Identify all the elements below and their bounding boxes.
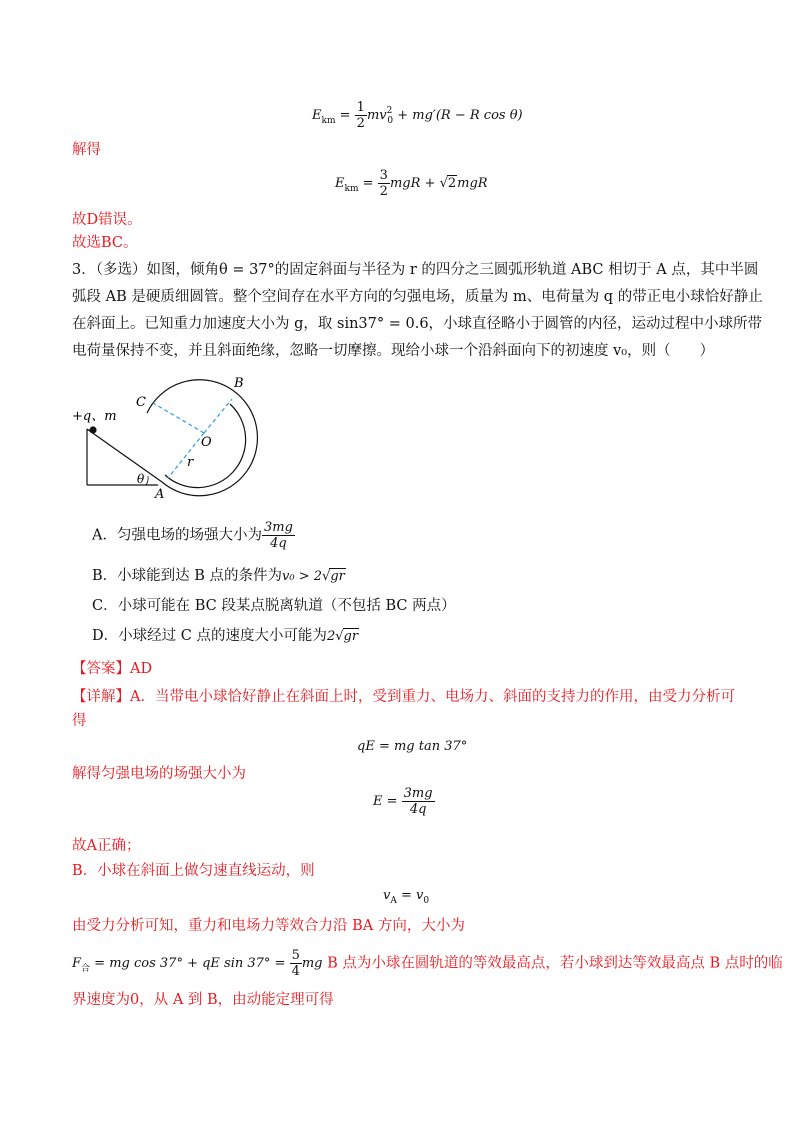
frac-den: 2 [379, 184, 388, 199]
frac-num: 3 [379, 168, 388, 183]
sqrt-content: gr [330, 569, 345, 584]
label-charge: +q、m [72, 409, 117, 424]
sqrt-sign: √ [335, 629, 344, 644]
sqrt-content: gr [343, 629, 359, 644]
eq-lhs: E [312, 108, 322, 123]
radius-oa [168, 433, 204, 478]
eq-lhs: F [72, 956, 82, 971]
eq-lhs: v [383, 888, 391, 903]
option-a [92, 520, 295, 551]
option-d [92, 626, 359, 647]
answer-value: AD [130, 661, 153, 677]
equation-ekm-2 [335, 168, 488, 199]
eq-lhs: E = [373, 794, 402, 809]
label-o: O [201, 435, 212, 450]
eq-term: mv [366, 108, 387, 123]
eq-fraction [290, 948, 302, 979]
sqrt-sign: √ [322, 569, 331, 584]
answer-label: 【答案】 [72, 661, 130, 677]
frac-den: 2 [356, 116, 365, 131]
question-line-1: 3．（多选）如图，倾角θ = 37°的固定斜面与半径为 r 的四分之三圆弧形轨道 ABC 相切于 A 点，其中半圆 [72, 262, 759, 278]
final-choice: 故选BC。 [72, 235, 138, 251]
eq-sign: = [358, 176, 378, 191]
radius-oc [153, 403, 204, 433]
label-a: A [155, 487, 165, 502]
conclusion-d: 故D错误。 [72, 212, 142, 228]
eq-lhs-sub: km [344, 184, 359, 194]
equation-f [72, 956, 290, 974]
equation-ekm-1 [312, 100, 523, 131]
explanation-a-correct: 故A正确； [72, 838, 141, 854]
explanation-b-line-3-text: B 点为小球在圆轨道的等效最高点，若小球到达等效最高点 B 点时的临 [322, 955, 783, 972]
eq-rest-sub: 0 [423, 896, 430, 906]
option-b-text: B．小球能到达 B 点的条件为 [92, 568, 283, 584]
question-line-2: 弧段 AB 是硬质细圆管。整个空间存在水平方向的匀强电场，质量为 m、电荷量为 q 的带正电小球恰好静止 [72, 289, 763, 305]
explanation-label: 【详解】 [72, 689, 130, 705]
option-b-math: v₀ > 2 [282, 569, 323, 584]
eq-term-sup: 2 [386, 106, 393, 116]
explanation-a-line-1 [72, 687, 735, 707]
frac-den: 4q [409, 802, 427, 817]
eq-tail: mg [301, 956, 323, 971]
label-b: B [234, 376, 244, 391]
frac-num: 3mg [403, 786, 433, 801]
eq-lhs-sub: km [321, 116, 336, 126]
explanation-a-line-1-text: A．当带电小球恰好静止在斜面上时，受到重力、电场力、斜面的支持力的作用，由受力分析可 [130, 689, 735, 705]
eq-fraction [402, 786, 435, 817]
eq-lhs-sub: A [390, 896, 397, 906]
eq-lhs: E [335, 176, 345, 191]
eq-fraction [355, 100, 367, 131]
label-r: r [187, 455, 194, 470]
theta-arc [146, 476, 148, 485]
frac-num: 3mg [263, 520, 293, 535]
sqrt-content: 2 [447, 176, 457, 191]
explanation-a-line-2: 得 [72, 713, 87, 729]
option-c: C．小球可能在 BC 段某点脱离轨道（不包括 BC 两点） [92, 598, 456, 614]
eq-term: mgR + [389, 176, 440, 191]
option-a-fraction [262, 520, 295, 551]
physics-figure [70, 370, 270, 510]
eq-fraction [378, 168, 390, 199]
option-b [92, 566, 346, 587]
equation-qe: qE = mg tan 37° [357, 739, 468, 754]
option-d-math: 2 [326, 629, 336, 644]
label-theta: θ [137, 472, 145, 486]
sqrt-sign: √ [439, 176, 448, 191]
label-c: C [136, 395, 146, 410]
explanation-b-line-2: 由受力分析可知，重力和电场力等效合力沿 BA 方向，大小为 [72, 918, 465, 934]
incline-slope [87, 429, 162, 482]
explanation-b-line-4: 界速度为0，从 A 到 B，由动能定理可得 [72, 992, 334, 1008]
explanation-b-line-1: B．小球在斜面上做匀速直线运动，则 [72, 863, 315, 879]
question-line-4: 电荷量保持不变，并且斜面绝缘，忽略一切摩擦。现给小球一个沿斜面向下的初速度 v₀，则（ ） [72, 343, 715, 359]
equation-va [383, 888, 430, 906]
equation-e [373, 786, 435, 817]
explanation-solve-line: 解得匀强电场的场强大小为 [72, 766, 246, 782]
frac-num: 5 [291, 948, 300, 963]
frac-num: 1 [356, 100, 365, 115]
eq-term-sub: 0 [387, 116, 394, 126]
eq-rest: = v [396, 888, 424, 903]
eq-rest: mgR [457, 176, 488, 191]
frac-den: 4 [291, 964, 300, 979]
option-d-text: D．小球经过 C 点的速度大小可能为 [92, 628, 327, 644]
explanation-b-line-3 [72, 948, 783, 979]
eq-rest: + mg′(R − R cos θ) [393, 108, 523, 123]
answer [72, 659, 152, 679]
option-a-text: A．匀强电场的场强大小为 [92, 527, 262, 544]
radius-ob [204, 399, 232, 433]
ball [89, 426, 96, 433]
question-line-3: 在斜面上。已知重力加速度大小为 g，取 sin37° = 0.6，小球直径略小于圆管的内径，运动过程中小球所带 [72, 316, 763, 332]
jiede-text-1: 解得 [72, 142, 101, 158]
eq-body: = mg cos 37° + qE sin 37° = [90, 956, 290, 971]
eq-lhs-sub: 合 [81, 964, 91, 974]
frac-den: 4q [270, 536, 287, 551]
eq-sign: = [335, 108, 355, 123]
